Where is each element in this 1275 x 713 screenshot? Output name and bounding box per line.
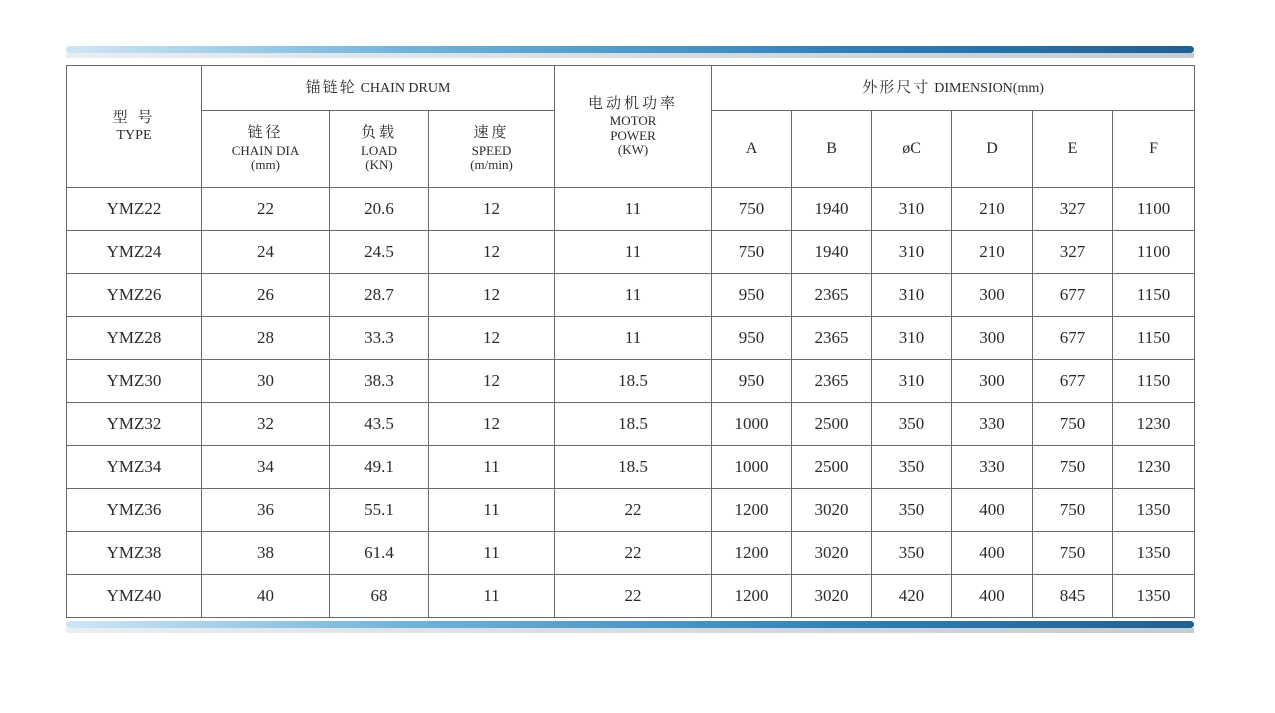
table-row xyxy=(67,403,1195,446)
value-cell: 1100 xyxy=(1113,231,1195,274)
value-cell: 1200 xyxy=(712,532,792,575)
value-cell: 1200 xyxy=(712,575,792,618)
header-motor-en2: POWER xyxy=(610,127,656,143)
value-cell: 28.7 xyxy=(330,274,429,317)
value-cell: 310 xyxy=(872,231,952,274)
value-cell: 400 xyxy=(952,489,1033,532)
value-cell: 1230 xyxy=(1113,446,1195,489)
value-cell: 2365 xyxy=(792,274,872,317)
value-cell: 18.5 xyxy=(555,360,712,403)
value-cell: 2365 xyxy=(792,360,872,403)
header-chain-dia xyxy=(202,111,330,188)
value-cell: 22 xyxy=(202,188,330,231)
value-cell: 3020 xyxy=(792,575,872,618)
header-chain-drum xyxy=(202,66,555,111)
value-cell: 3020 xyxy=(792,489,872,532)
value-cell: 1940 xyxy=(792,188,872,231)
table-body xyxy=(67,188,1195,618)
value-cell: 1150 xyxy=(1113,274,1195,317)
header-motor-unit: (KW) xyxy=(617,141,649,157)
value-cell: 950 xyxy=(712,360,792,403)
value-cell: 330 xyxy=(952,446,1033,489)
value-cell: 12 xyxy=(429,231,555,274)
table-row xyxy=(67,489,1195,532)
value-cell: 330 xyxy=(952,403,1033,446)
table-row xyxy=(67,532,1195,575)
value-cell: 68 xyxy=(330,575,429,618)
value-cell: 18.5 xyxy=(555,403,712,446)
value-cell: 22 xyxy=(555,575,712,618)
value-cell: 49.1 xyxy=(330,446,429,489)
value-cell: 12 xyxy=(429,317,555,360)
value-cell: 18.5 xyxy=(555,446,712,489)
value-cell: 677 xyxy=(1033,317,1113,360)
header-type-en: TYPE xyxy=(116,128,152,144)
header-dim-b: B xyxy=(792,111,872,188)
value-cell: 11 xyxy=(555,188,712,231)
value-cell: 750 xyxy=(1033,489,1113,532)
value-cell: 2500 xyxy=(792,446,872,489)
header-type-cn: 型 号 xyxy=(112,109,156,126)
value-cell: 210 xyxy=(952,231,1033,274)
table-row xyxy=(67,231,1195,274)
value-cell: 61.4 xyxy=(330,532,429,575)
value-cell: 750 xyxy=(1033,446,1113,489)
table-row xyxy=(67,446,1195,489)
value-cell: 327 xyxy=(1033,231,1113,274)
value-cell: 350 xyxy=(872,489,952,532)
type-cell: YMZ22 xyxy=(67,188,202,231)
value-cell: 1150 xyxy=(1113,360,1195,403)
type-cell: YMZ30 xyxy=(67,360,202,403)
value-cell: 3020 xyxy=(792,532,872,575)
value-cell: 11 xyxy=(555,274,712,317)
header-dimension xyxy=(712,66,1195,111)
value-cell: 55.1 xyxy=(330,489,429,532)
value-cell: 400 xyxy=(952,575,1033,618)
value-cell: 22 xyxy=(555,489,712,532)
value-cell: 43.5 xyxy=(330,403,429,446)
value-cell: 1350 xyxy=(1113,489,1195,532)
value-cell: 350 xyxy=(872,532,952,575)
value-cell: 300 xyxy=(952,360,1033,403)
value-cell: 1000 xyxy=(712,446,792,489)
value-cell: 845 xyxy=(1033,575,1113,618)
value-cell: 11 xyxy=(429,532,555,575)
header-dim-a: A xyxy=(712,111,792,188)
value-cell: 11 xyxy=(555,317,712,360)
value-cell: 20.6 xyxy=(330,188,429,231)
value-cell: 300 xyxy=(952,274,1033,317)
type-cell: YMZ26 xyxy=(67,274,202,317)
header-dim-c: øC xyxy=(872,111,952,188)
table-row xyxy=(67,274,1195,317)
value-cell: 30 xyxy=(202,360,330,403)
header-motor-en1: MOTOR xyxy=(609,113,657,129)
value-cell: 300 xyxy=(952,317,1033,360)
value-cell: 950 xyxy=(712,317,792,360)
value-cell: 1350 xyxy=(1113,575,1195,618)
value-cell: 310 xyxy=(872,274,952,317)
bottom-decorative-rule xyxy=(66,621,1194,628)
header-motor-cn: 电动机功率 xyxy=(588,95,679,112)
value-cell: 677 xyxy=(1033,360,1113,403)
header-dim-f: F xyxy=(1113,111,1195,188)
header-chain-drum-cn: 锚链轮 xyxy=(305,79,357,96)
value-cell: 12 xyxy=(429,360,555,403)
type-cell: YMZ36 xyxy=(67,489,202,532)
header-load-cn: 负载 xyxy=(360,125,397,142)
value-cell: 36 xyxy=(202,489,330,532)
value-cell: 34 xyxy=(202,446,330,489)
value-cell: 22 xyxy=(555,532,712,575)
type-cell: YMZ38 xyxy=(67,532,202,575)
value-cell: 327 xyxy=(1033,188,1113,231)
header-dim-d: D xyxy=(952,111,1033,188)
header-chain-drum-en: CHAIN DRUM xyxy=(360,80,451,96)
value-cell: 677 xyxy=(1033,274,1113,317)
header-load xyxy=(330,111,429,188)
header-speed-en: SPEED xyxy=(471,142,512,158)
windlass-spec-table xyxy=(66,65,1195,618)
value-cell: 1150 xyxy=(1113,317,1195,360)
value-cell: 1200 xyxy=(712,489,792,532)
header-chain-dia-cn: 链径 xyxy=(247,125,284,142)
header-motor-power xyxy=(555,66,712,188)
value-cell: 1940 xyxy=(792,231,872,274)
value-cell: 26 xyxy=(202,274,330,317)
value-cell: 11 xyxy=(429,575,555,618)
value-cell: 38.3 xyxy=(330,360,429,403)
header-chain-dia-en: CHAIN DIA xyxy=(231,142,300,158)
header-dim-e: E xyxy=(1033,111,1113,188)
header-speed-cn: 速度 xyxy=(473,125,510,142)
table-row xyxy=(67,360,1195,403)
type-cell: YMZ40 xyxy=(67,575,202,618)
value-cell: 310 xyxy=(872,188,952,231)
value-cell: 12 xyxy=(429,188,555,231)
value-cell: 32 xyxy=(202,403,330,446)
header-type xyxy=(67,66,202,188)
value-cell: 750 xyxy=(712,231,792,274)
header-chain-dia-unit: (mm) xyxy=(251,157,280,173)
value-cell: 28 xyxy=(202,317,330,360)
value-cell: 210 xyxy=(952,188,1033,231)
value-cell: 38 xyxy=(202,532,330,575)
value-cell: 350 xyxy=(872,446,952,489)
header-dimension-en: DIMENSION(mm) xyxy=(934,80,1044,96)
type-cell: YMZ32 xyxy=(67,403,202,446)
value-cell: 1100 xyxy=(1113,188,1195,231)
header-speed xyxy=(429,111,555,188)
value-cell: 750 xyxy=(1033,403,1113,446)
value-cell: 310 xyxy=(872,360,952,403)
value-cell: 12 xyxy=(429,403,555,446)
value-cell: 2500 xyxy=(792,403,872,446)
header-speed-unit: (m/min) xyxy=(470,157,513,173)
value-cell: 750 xyxy=(712,188,792,231)
value-cell: 350 xyxy=(872,403,952,446)
value-cell: 11 xyxy=(429,446,555,489)
value-cell: 11 xyxy=(429,489,555,532)
table-row xyxy=(67,575,1195,618)
type-cell: YMZ34 xyxy=(67,446,202,489)
value-cell: 2365 xyxy=(792,317,872,360)
value-cell: 950 xyxy=(712,274,792,317)
value-cell: 12 xyxy=(429,274,555,317)
header-load-en: LOAD xyxy=(360,142,398,158)
value-cell: 11 xyxy=(555,231,712,274)
table-row xyxy=(67,188,1195,231)
type-cell: YMZ24 xyxy=(67,231,202,274)
value-cell: 40 xyxy=(202,575,330,618)
value-cell: 24 xyxy=(202,231,330,274)
value-cell: 310 xyxy=(872,317,952,360)
value-cell: 420 xyxy=(872,575,952,618)
value-cell: 33.3 xyxy=(330,317,429,360)
value-cell: 400 xyxy=(952,532,1033,575)
type-cell: YMZ28 xyxy=(67,317,202,360)
value-cell: 750 xyxy=(1033,532,1113,575)
value-cell: 1230 xyxy=(1113,403,1195,446)
top-decorative-rule xyxy=(66,46,1194,53)
value-cell: 1350 xyxy=(1113,532,1195,575)
header-dimension-cn: 外形尺寸 xyxy=(862,79,931,96)
table-row xyxy=(67,317,1195,360)
value-cell: 1000 xyxy=(712,403,792,446)
header-load-unit: (KN) xyxy=(365,157,393,173)
value-cell: 24.5 xyxy=(330,231,429,274)
table-header xyxy=(67,66,1195,188)
